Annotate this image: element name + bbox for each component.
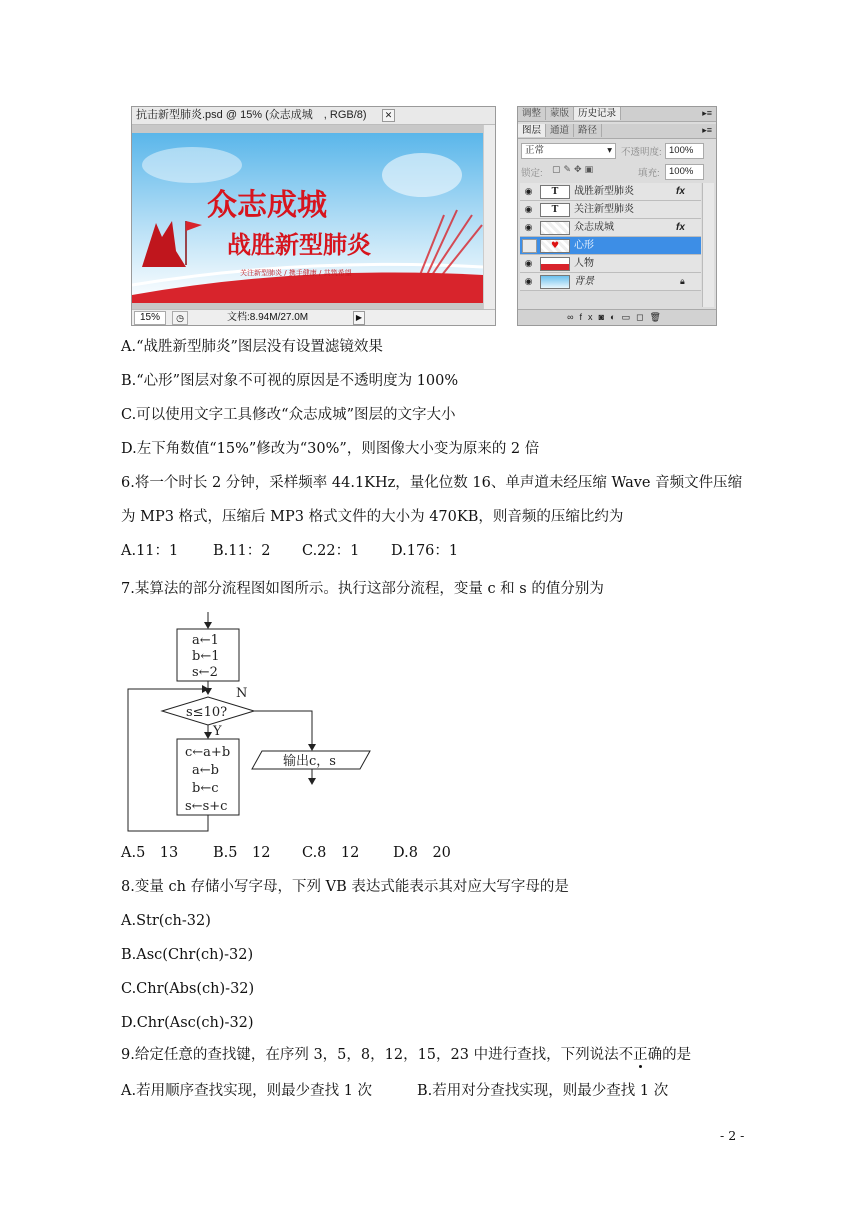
fx-icon[interactable]: fx	[676, 222, 685, 233]
layer-row[interactable]	[520, 219, 701, 237]
q5-option-d: D.左下角数值“15%”修改为“30%”，则图像大小变为原来的 2 倍	[121, 441, 540, 457]
banner-tagline: 关注新型肺炎 / 携手健康 / 共筑希望	[240, 269, 352, 277]
loop-step-1: c←a+b	[185, 745, 231, 760]
q8-option-b: B.Asc(Chr(ch)-32)	[121, 947, 254, 963]
q5-option-a: A.“战胜新型肺炎”图层没有设置滤镜效果	[121, 339, 383, 355]
q9-emphasis: 不正确	[618, 1047, 663, 1063]
q7-option-b: B.5 12	[213, 845, 271, 861]
q6-option-d: D.176：1	[391, 543, 459, 559]
layer-name: 众志成城	[574, 222, 614, 233]
document-size: 文档:8.94M/27.0M	[227, 312, 309, 323]
layer-row[interactable]	[520, 237, 701, 255]
q5-option-c: C.可以使用文字工具修改“众志成城”图层的文字大小	[121, 407, 456, 423]
opacity-value: 100%	[669, 145, 694, 156]
panel-top-tabs	[518, 107, 716, 122]
zoom-field[interactable]: 15%	[134, 311, 166, 325]
tab-layers[interactable]: 图层	[518, 124, 546, 137]
layers-scrollbar[interactable]	[702, 183, 714, 307]
q6-option-b: B.11：2	[213, 543, 271, 559]
q7-options	[121, 843, 451, 863]
q6-stem-line1: 6.将一个时长 2 分钟，采样频率 44.1KHz，量化位数 16、单声道未经压缩 Wave 音频文件压缩	[121, 475, 743, 491]
hidden-visibility-box[interactable]	[522, 239, 537, 253]
fx-icon[interactable]: fx	[676, 186, 685, 197]
close-icon[interactable]: ✕	[382, 109, 395, 122]
opacity-label: 不透明度:	[621, 147, 662, 158]
canvas-area[interactable]	[132, 125, 483, 309]
loop-step-3: b←c	[192, 781, 219, 796]
eye-icon[interactable]: ◉	[524, 276, 533, 286]
loop-step-2: a←b	[192, 763, 219, 778]
banner-subtitle: 战胜新型肺炎	[227, 231, 371, 259]
tab-channels[interactable]: 通道	[546, 124, 574, 137]
fill-value: 100%	[669, 166, 694, 177]
init-b: b←1	[192, 649, 220, 664]
trash-icon[interactable]: 🗑︎	[649, 312, 667, 322]
eye-icon[interactable]: ◉	[524, 258, 533, 268]
layer-name: 心形	[574, 240, 594, 251]
new-layer-icon[interactable]: ◻	[635, 312, 650, 322]
q9-options	[121, 1081, 668, 1101]
mask-icon[interactable]: ◙	[598, 312, 610, 322]
opacity-field[interactable]	[665, 143, 704, 159]
q7-option-d: D.8 20	[393, 845, 451, 861]
layer-thumbnail	[540, 257, 570, 271]
banner-image	[132, 125, 483, 309]
q8-option-a: A.Str(ch-32)	[121, 913, 211, 929]
eye-icon[interactable]: ◉	[524, 204, 533, 214]
banner-title: 众志成城	[207, 188, 327, 223]
fx-icon[interactable]: fx	[579, 312, 599, 322]
status-icon[interactable]: ◷	[172, 311, 188, 325]
layer-name: 背景	[574, 276, 594, 287]
q7-option-a: A.5 13	[121, 845, 179, 861]
panel-menu-icon[interactable]: ▸≡	[702, 108, 712, 118]
page-number: - 2 -	[720, 1128, 745, 1143]
blend-mode-value: 正常	[525, 145, 545, 156]
fill-field[interactable]	[665, 164, 704, 180]
folder-icon[interactable]: ▭	[621, 312, 636, 322]
layer-name: 关注新型肺炎	[574, 204, 634, 215]
lock-icon: 🔒︎	[680, 276, 685, 286]
text-layer-thumbnail: T	[540, 203, 570, 217]
layer-thumbnail: ♥	[540, 239, 570, 253]
text-layer-thumbnail: T	[540, 185, 570, 199]
layer-thumbnail	[540, 275, 570, 289]
chevron-down-icon: ▾	[607, 145, 612, 156]
layer-row[interactable]	[520, 183, 701, 201]
layer-thumbnail	[540, 221, 570, 235]
play-arrow-icon[interactable]: ▶	[353, 311, 365, 325]
status-bar	[132, 309, 495, 325]
init-a: a←1	[192, 633, 219, 648]
q9-stem-after: 的是	[662, 1047, 692, 1063]
output-text: 输出c，s	[283, 754, 336, 769]
layers-panel	[517, 106, 717, 326]
layer-name: 战胜新型肺炎	[574, 186, 634, 197]
blend-mode-select[interactable]	[521, 143, 616, 159]
q7-option-c: C.8 12	[302, 845, 360, 861]
lock-icons[interactable]: ▢✎✥▣	[552, 164, 597, 174]
tab-paths[interactable]: 路径	[574, 124, 602, 137]
eye-icon[interactable]: ◉	[524, 222, 533, 232]
q9-option-b: B.若用对分查找实现，则最少查找 1 次	[417, 1083, 669, 1099]
layer-row[interactable]	[520, 273, 701, 291]
q6-option-a: A.11：1	[121, 543, 179, 559]
q6-stem-line2: 为 MP3 格式，压缩后 MP3 格式文件的大小为 470KB，则音频的压缩比约为	[121, 509, 624, 525]
photoshop-document-window	[131, 106, 496, 326]
tab-history[interactable]: 历史记录	[574, 107, 621, 120]
panel-menu-icon[interactable]: ▸≡	[702, 125, 712, 135]
document-title-bar[interactable]	[132, 107, 495, 125]
q8-option-c: C.Chr(Abs(ch)-32)	[121, 981, 255, 997]
q7-stem: 7.某算法的部分流程图如图所示。执行这部分流程，变量 c 和 s 的值分别为	[121, 581, 604, 597]
q9-stem	[121, 1045, 691, 1065]
tab-adjustments[interactable]: 调整	[518, 107, 546, 120]
layers-toolbar	[518, 309, 716, 325]
layer-row[interactable]	[520, 201, 701, 219]
document-title: 抗击新型肺炎.psd @ 15% (众志成城 , RGB/8)	[136, 109, 367, 121]
panel-tabs	[518, 124, 716, 139]
vertical-scrollbar[interactable]	[483, 125, 495, 309]
eye-icon[interactable]: ◉	[524, 186, 533, 196]
link-icon[interactable]: ∞	[567, 312, 580, 322]
lock-label: 锁定:	[521, 168, 543, 179]
condition-text: s≤10?	[186, 705, 228, 720]
loop-step-4: s←s+c	[185, 799, 228, 814]
q8-stem: 8.变量 ch 存储小写字母，下列 VB 表达式能表示其对应大写字母的是	[121, 879, 569, 895]
q8-option-d: D.Chr(Asc(ch)-32)	[121, 1015, 254, 1031]
q6-option-c: C.22：1	[302, 543, 360, 559]
flowchart	[120, 608, 390, 840]
layer-row[interactable]	[520, 255, 701, 273]
yes-label: Y	[213, 724, 222, 739]
q9-stem-before: 9.给定任意的查找键，在序列 3，5，8，12，15，23 中进行查找，下列说法	[121, 1047, 619, 1063]
tab-masks[interactable]: 蒙版	[546, 107, 574, 120]
q5-option-b: B.“心形”图层对象不可视的原因是不透明度为 100%	[121, 373, 459, 389]
no-label: N	[236, 686, 248, 701]
fill-label: 填充:	[638, 168, 660, 179]
adjustment-icon[interactable]: ◐	[610, 312, 622, 322]
layer-name: 人物	[574, 258, 594, 269]
q6-options	[121, 541, 458, 561]
init-s: s←2	[192, 665, 218, 680]
q9-option-a: A.若用顺序查找实现，则最少查找 1 次	[121, 1083, 373, 1099]
